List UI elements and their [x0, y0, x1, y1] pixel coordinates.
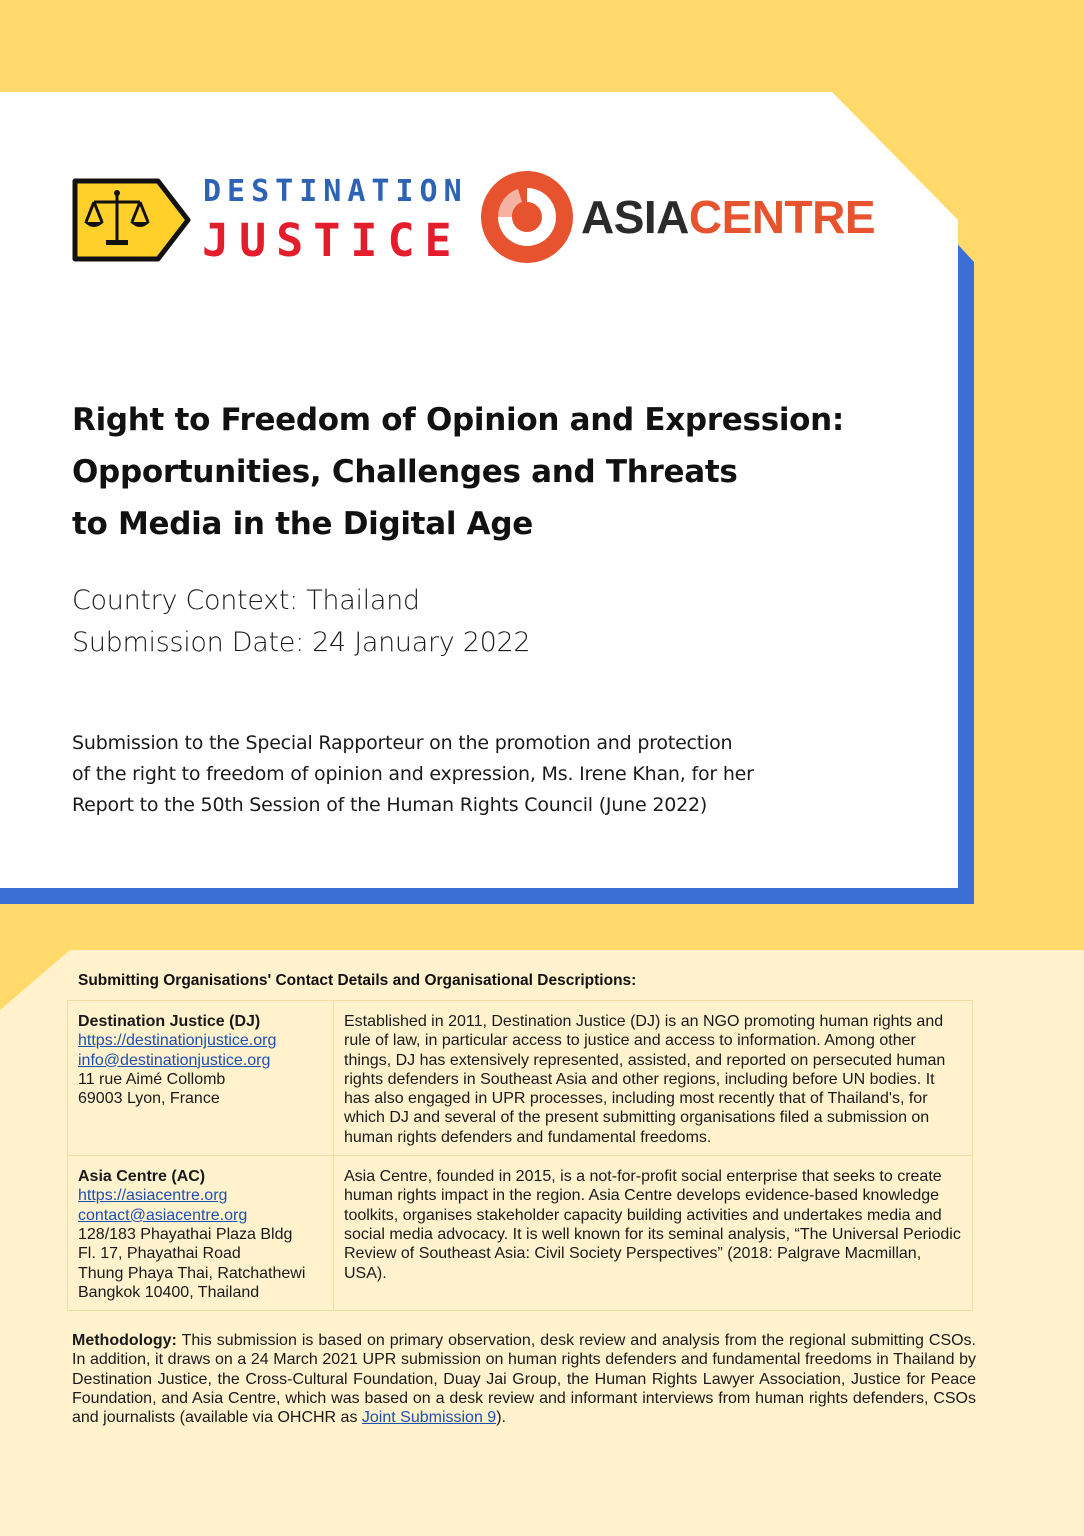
methodology-paragraph [72, 1331, 976, 1427]
submission-line-1: Submission to the Special Rapporteur on the promotion and protection [72, 732, 733, 754]
title-line-3: to Media in the Digital Age [72, 506, 533, 542]
org-address-line: 11 rue Aimé Collomb [78, 1070, 226, 1088]
org-website-link[interactable]: https://destinationjustice.org [78, 1032, 277, 1050]
swirl-icon [478, 168, 576, 266]
document-subtitle [72, 580, 530, 664]
title-line-1: Right to Freedom of Opinion and Expression: [72, 402, 845, 438]
asia-centre-wordmark [581, 190, 875, 244]
org-address-line: Thung Phaya Thai, Ratchathewi [78, 1264, 306, 1282]
organisations-table [67, 1000, 973, 1311]
org-name: Destination Justice (DJ) [78, 1013, 261, 1030]
submission-description [72, 728, 872, 821]
org-description-cell: Asia Centre, founded in 2015, is a not-for-profit social enterprise that seeks to create human rights impact in the region. Asia Centre develops evidence-based knowledge toolkits, organises stakeholder capacity building activities and undertakes media and social media advocacy. It is well known for its seminal analysis, “The Universal Periodic Review of Southeast Asia: Civil Society Perspectives” (2018: Palgrave Macmillan, USA). [334, 1156, 973, 1311]
table-row [68, 1156, 973, 1311]
country-context: Country Context: Thailand [72, 585, 420, 616]
org-description-cell: Established in 2011, Destination Justice (DJ) is an NGO promoting human rights and rule of law, in particular access to justice and access to information. Among other things, DJ has extensively represented, assisted, and reported on persecuted human rights defenders in Southeast Asia and other regions, including before UN bodies. It has also engaged in UPR processes, including most recently that of Thailand's, for which DJ and several of the present submitting organisations filed a submission on human rights defenders and fundamental freedoms. [334, 1001, 973, 1156]
org-address-line: Bangkok 10400, Thailand [78, 1283, 260, 1301]
org-website-link[interactable]: https://asiacentre.org [78, 1187, 228, 1205]
methodology-end: ). [496, 1409, 506, 1427]
methodology-label: Methodology: [72, 1332, 177, 1349]
dj-logo-line1: DESTINATION [203, 174, 468, 209]
org-address-line: 69003 Lyon, France [78, 1090, 220, 1108]
org-name: Asia Centre (AC) [78, 1168, 206, 1186]
asia-centre-wordmark-part2: CENTRE [688, 191, 876, 243]
org-email-link[interactable]: info@destinationjustice.org [78, 1051, 271, 1069]
table-row [68, 1001, 973, 1156]
contacts-heading: Submitting Organisations' Contact Details and Organisational Descriptions: [78, 972, 637, 989]
title-line-2: Opportunities, Challenges and Threats [72, 454, 738, 490]
org-email-link[interactable]: contact@asiacentre.org [78, 1206, 248, 1224]
submission-line-3: Report to the 50th Session of the Human Rights Council (June 2022) [72, 794, 708, 816]
dj-logo-line2: JUSTICE [202, 214, 462, 267]
asia-centre-wordmark-part1: ASIA [581, 191, 689, 243]
org-contact-cell [68, 1156, 334, 1311]
destination-justice-logo [72, 174, 468, 267]
scales-of-justice-icon [72, 178, 192, 262]
asia-centre-logo [478, 168, 898, 268]
org-address-line: 128/183 Phayathai Plaza Bldg [78, 1225, 293, 1243]
document-title [72, 394, 932, 550]
methodology-text: This submission is based on primary observation, desk review and analysis from the regional submitting CSOs. In addition, it draws on a 24 March 2021 UPR submission on human rights defenders and fundamental freedoms in Thailand by Destination Justice, the Cross-Cultural Foundation, Duay Jai Group, the Human Rights Lawyer Association, Justice for Peace Foundation, and Asia Centre, which was based on a desk review and informant interviews from human rights defenders, CSOs and journalists (available via OHCHR as [72, 1332, 976, 1427]
submission-date: Submission Date: 24 January 2022 [72, 627, 531, 658]
joint-submission-link[interactable]: Joint Submission 9 [361, 1409, 497, 1427]
org-address-line: Fl. 17, Phayathai Road [78, 1245, 241, 1263]
org-contact-cell [68, 1001, 334, 1156]
submission-line-2: of the right to freedom of opinion and expression, Ms. Irene Khan, for her [72, 763, 754, 785]
